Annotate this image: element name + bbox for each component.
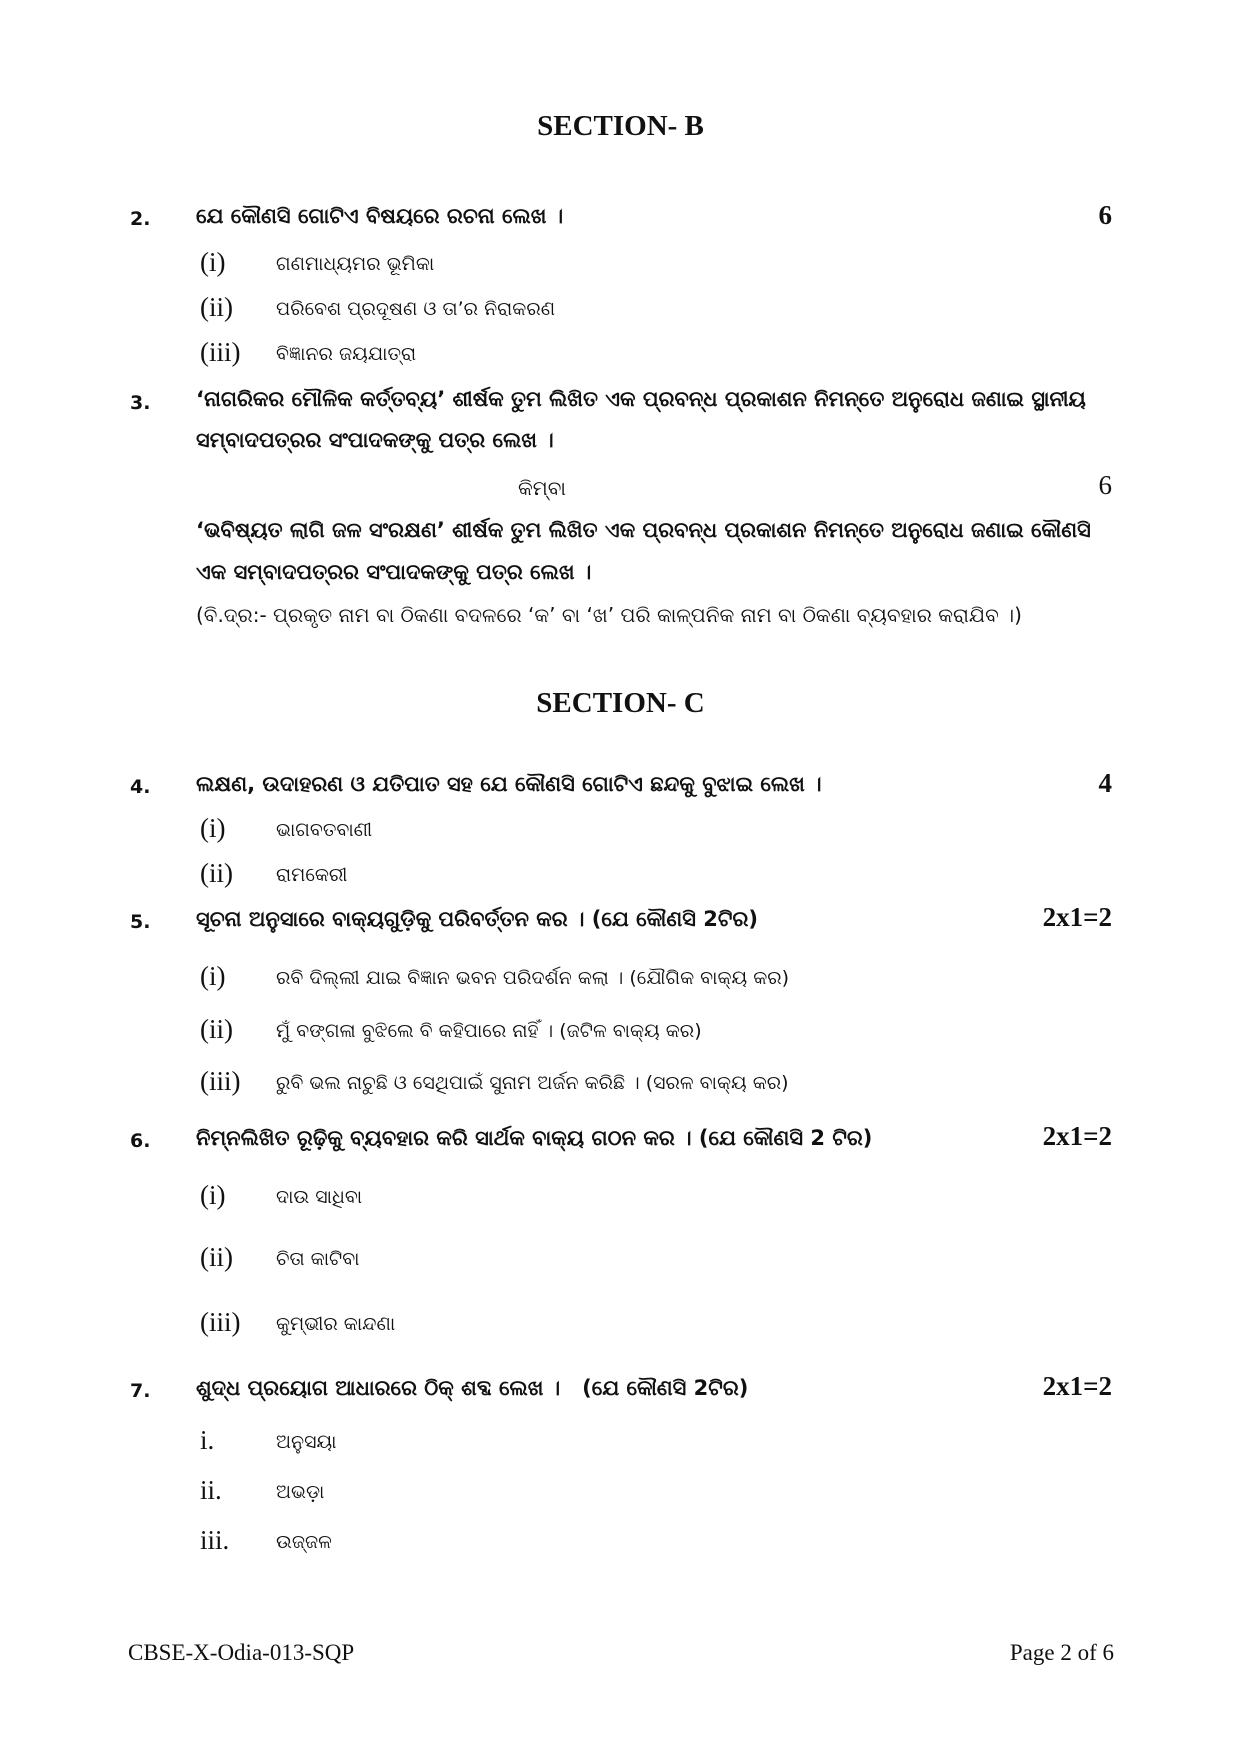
question-4-number: 4. [130,776,151,798]
q5-option-text: ମୁଁ ବଙ୍ଗଳା ବୁଝିଲେ ବି କହିପାରେ ନାହିଁ । (ଜଟିଳ ବାକ୍ୟ କର) [276,1020,702,1042]
q7-option-text: ଅଭଡ଼ା [276,1481,325,1503]
q2-option-text: ପରିବେଶ ପ୍ରଦୂଷଣ ଓ ତା’ର ନିରାକରଣ [276,298,556,320]
question-6-text: ନିମ୍ନଲିଖିତ ରୂଢ଼ିକୁ ବ୍ୟବହାର କରି ସାର୍ଥକ ବାକ୍ୟ ଗଠନ କର । (ଯେ କୌଣସି 2 ଟିର) [196,1126,873,1150]
q5-option-label: (ii) [200,1014,233,1044]
footer-paper-code: CBSE-X-Odia-013-SQP [128,1640,355,1665]
section-b-title: SECTION- B [537,110,704,142]
q7-option-text: ଉଜ୍ଜଳ [276,1531,332,1553]
question-3-number: 3. [130,392,151,414]
q2-option-text: ବିଜ୍ଞାନର ଜୟଯାତ୍ରା [276,343,417,365]
question-4-marks: 4 [1098,768,1112,798]
q7-option-label: iii. [200,1525,230,1555]
q6-option-label: (ii) [200,1242,233,1272]
question-3-line-1: ‘ନାଗରିକର ମୌଳିକ କର୍ତ୍ତବ୍ୟ’ ଶୀର୍ଷକ ତୁମ ଲିଖିତ ଏକ ପ୍ରବନ୍ଧ ପ୍ରକାଶନ ନିମନ୍ତେ ଅନୁରୋଧ ଜଣାଇ ସ୍ଥାନୀୟ [196,387,1086,411]
q6-option-text: ଦାଉ ସାଧିବା [276,1186,363,1208]
question-6-number: 6. [130,1130,151,1152]
question-5-number: 5. [130,911,151,933]
question-3-note: (ବି.ଦ୍ର:- ପ୍ରକୃତ ନାମ ବା ଠିକଣା ବଦଳରେ ‘କ’ ବା ‘ଖ’ ପରି କାଳ୍ପନିକ ନାମ ବା ଠିକଣା ବ୍ୟବହାର କରାଯିବ ।) [196,603,1022,627]
q2-option-label: (iii) [200,337,241,367]
q5-option-label: (iii) [200,1066,241,1096]
q4-option-label: (i) [200,813,226,843]
q5-option-text: ରବି ଦିଲ୍ଲୀ ଯାଇ ବିଜ୍ଞାନ ଭବନ ପରିଦର୍ଶନ କଲା । (ଯୌଗିକ ବାକ୍ୟ କର) [276,967,790,989]
question-3-line-2: ସମ୍ବାଦପତ୍ରର ସଂପାଦକଙ୍କୁ ପତ୍ର ଲେଖ । [196,428,554,452]
q7-option-text: ଅନୁସୟା [276,1431,337,1453]
question-7-number: 7. [130,1380,151,1402]
question-7-text: ଶୁଦ୍ଧ ପ୍ରୟୋଗ ଆଧାରରେ ଠିକ୍ ଶବ୍ଦ ଲେଖ । (ଯେ କୌଣସି 2ଟିର) [196,1376,749,1400]
q6-option-label: (iii) [200,1307,241,1337]
question-3-marks: 6 [1098,470,1112,500]
q5-option-label: (i) [200,961,226,991]
q2-option-text: ଗଣମାଧ୍ୟମର ଭୂମିକା [276,253,435,275]
question-3-alt-line-1: ‘ଭବିଷ୍ୟତ ଲାଗି ଜଳ ସଂରକ୍ଷଣ’ ଶୀର୍ଷକ ତୁମ ଲିଖିତ ଏକ ପ୍ରବନ୍ଧ ପ୍ରକାଶନ ନିମନ୍ତେ ଅନୁରୋଧ ଜଣାଇ କୌଣସି [196,518,1091,542]
q6-option-label: (i) [200,1180,226,1210]
q4-option-text: ଭାଗବତବାଣୀ [276,819,373,841]
q6-option-text: ଚିତା କାଟିବା [276,1248,360,1270]
section-c-title: SECTION- C [536,687,705,719]
question-7-marks: 2x1=2 [1042,1371,1112,1401]
question-2-marks: 6 [1098,200,1112,230]
q7-option-label: i. [200,1425,215,1455]
footer-page-number: Page 2 of 6 [1009,1640,1114,1665]
q4-option-label: (ii) [200,858,233,888]
question-5-marks: 2x1=2 [1042,902,1112,932]
question-2-text: ଯେ କୌଣସି ଗୋଟିଏ ବିଷୟରେ ରଚନା ଲେଖ । [196,204,564,228]
q4-option-text: ରାମକେରୀ [276,864,348,886]
question-5-text: ସୂଚନା ଅନୁସାରେ ବାକ୍ୟଗୁଡ଼ିକୁ ପରିବର୍ତ୍ତନ କର । (ଯେ କୌଣସି 2ଟିର) [196,907,758,931]
question-4-text: ଲକ୍ଷଣ, ଉଦାହରଣ ଓ ଯତିପାତ ସହ ଯେ କୌଣସି ଗୋଟିଏ ଛନ୍ଦକୁ ବୁଝାଇ ଲେଖ । [196,772,822,796]
q2-option-label: (ii) [200,292,233,322]
q5-option-text: ରୁବି ଭଲ ନାଚୁଛି ଓ ସେଥିପାଇଁ ସୁନାମ ଅର୍ଜନ କରିଛି । (ସରଳ ବାକ୍ୟ କର) [276,1072,789,1094]
q2-option-label: (i) [200,247,226,277]
question-3-or-text: କିମ୍ବା [518,476,566,500]
q7-option-label: ii. [200,1475,222,1505]
question-3-alt-line-2: ଏକ ସମ୍ବାଦପତ୍ରର ସଂପାଦକଙ୍କୁ ପତ୍ର ଲେଖ । [196,560,592,584]
q6-option-text: କୁମ୍ଭୀର କାନ୍ଦଣା [276,1313,396,1335]
question-2-number: 2. [130,208,151,230]
question-6-marks: 2x1=2 [1042,1121,1112,1151]
